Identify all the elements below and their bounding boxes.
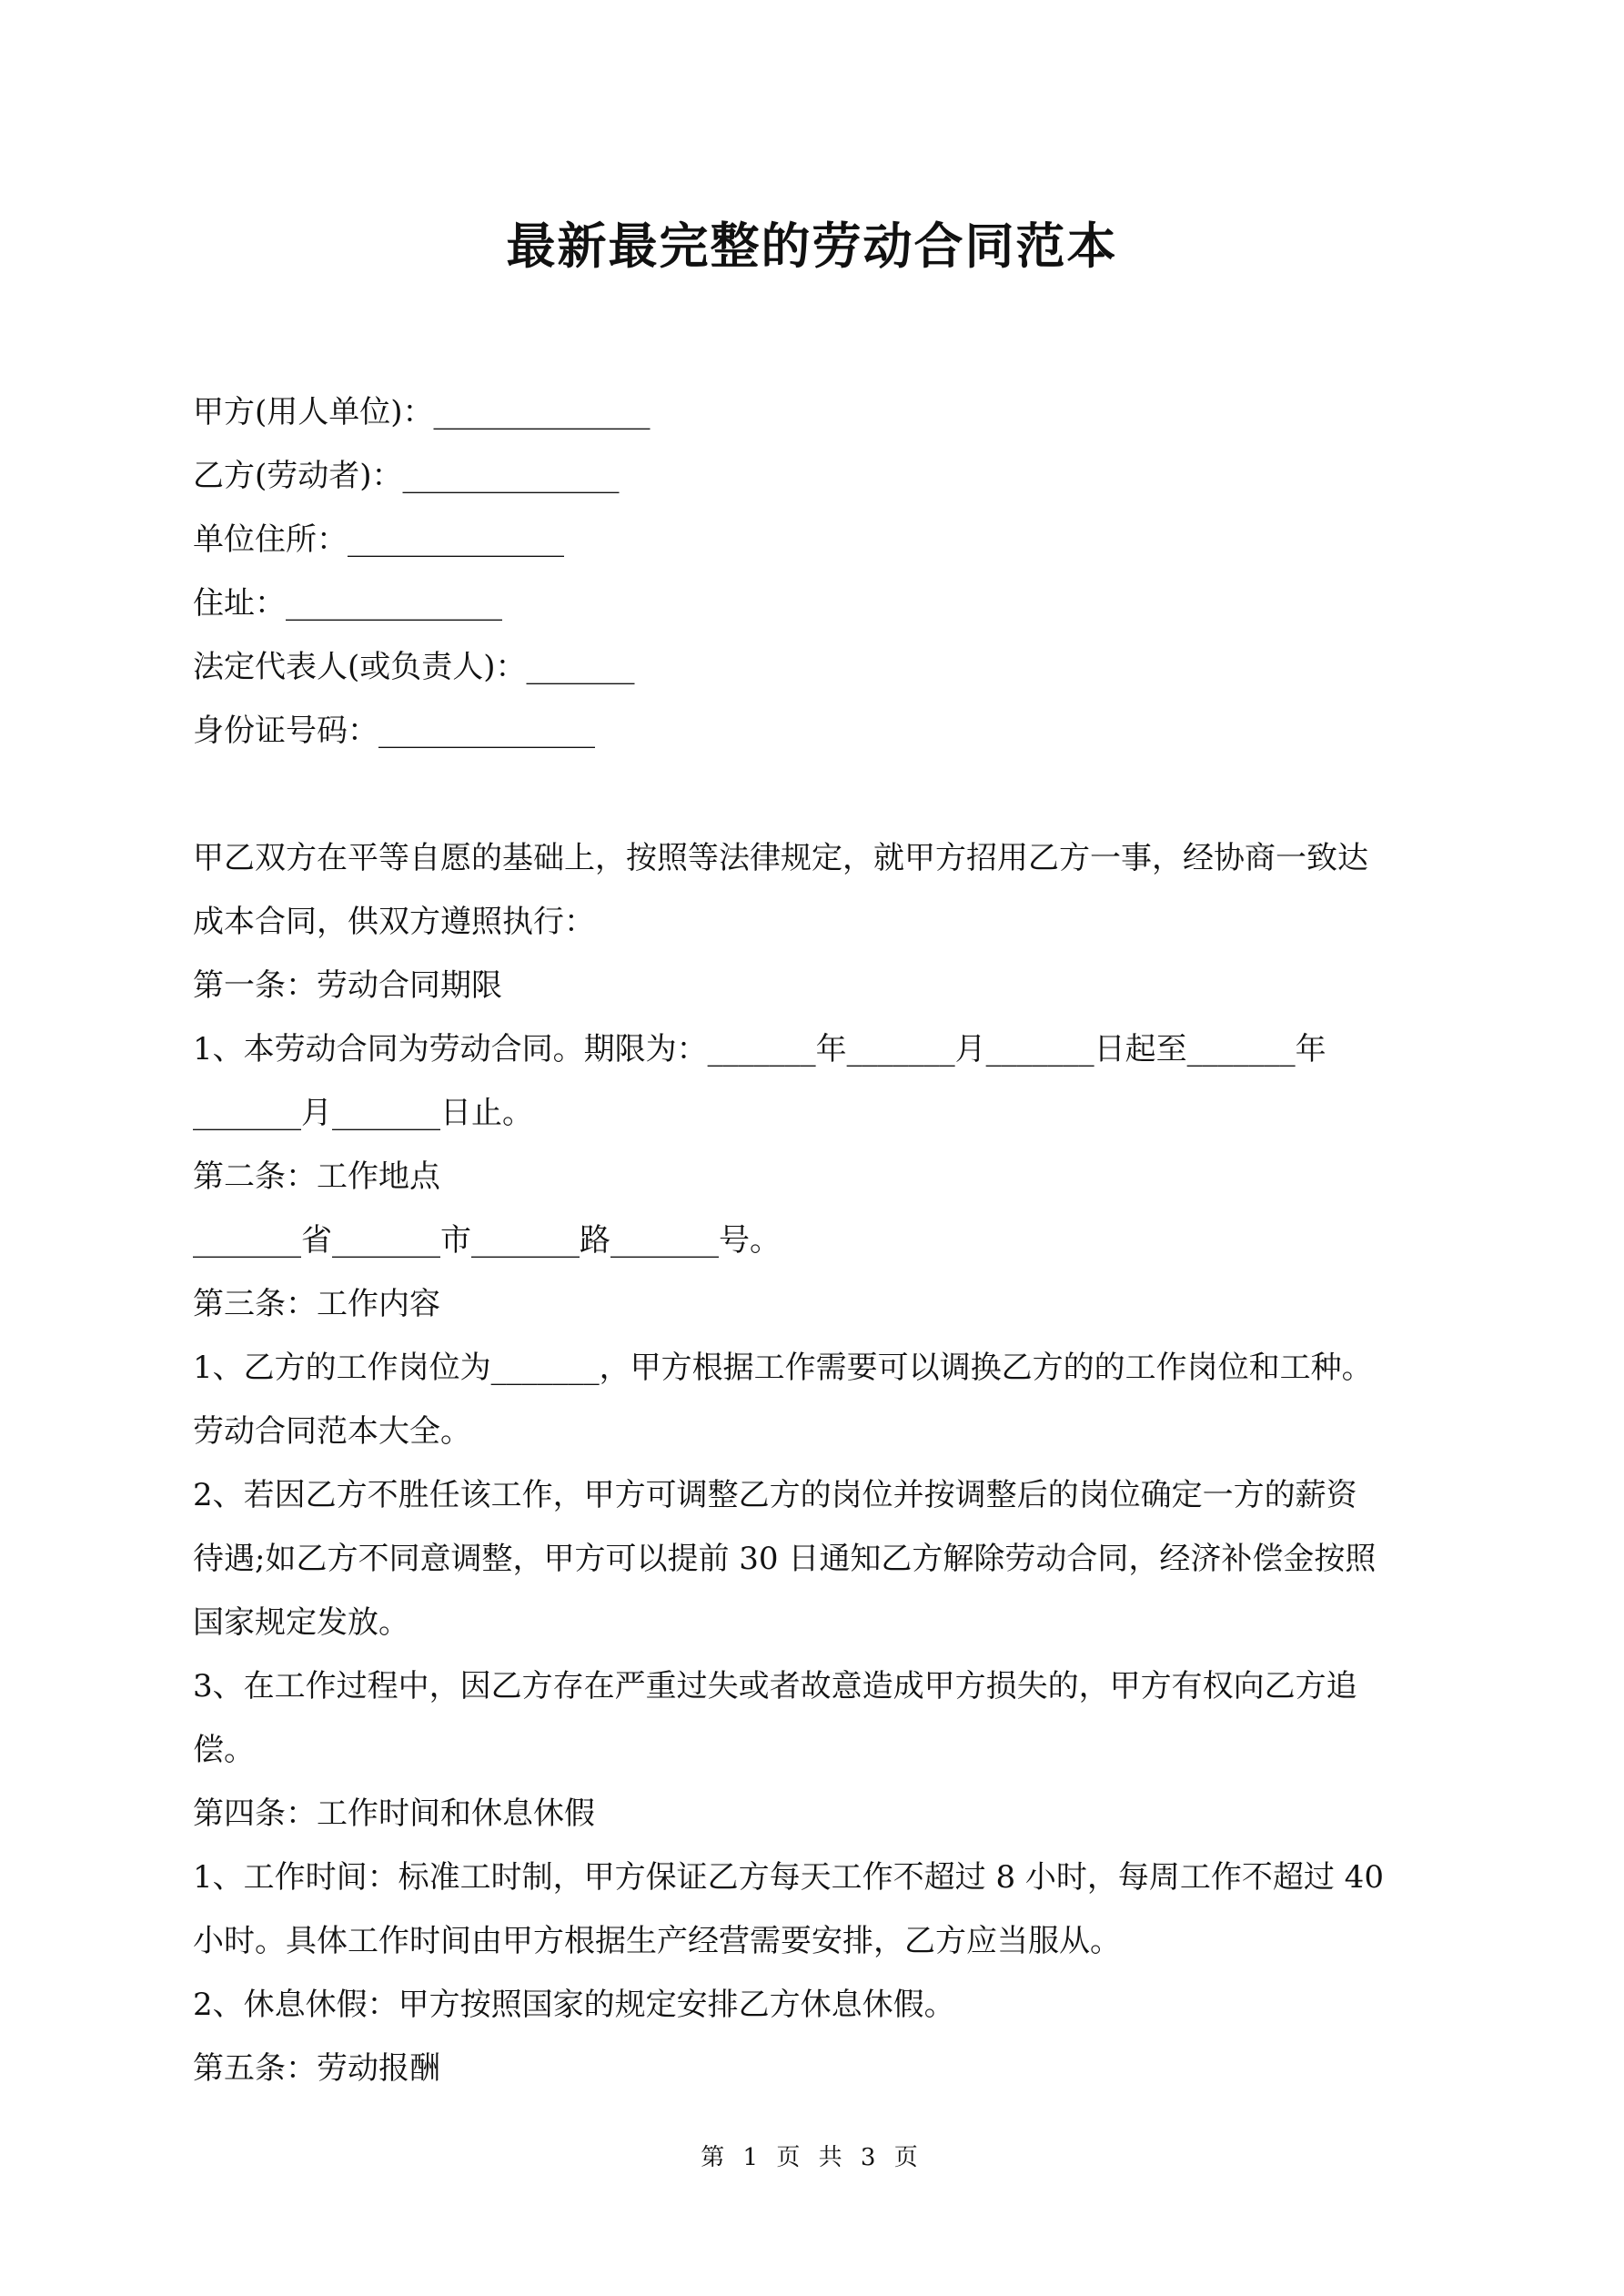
article-3-item-1-line-1: 1、乙方的工作岗位为_______，甲方根据工作需要可以调换乙方的的工作岗位和工种。 bbox=[193, 1350, 1373, 1386]
article-2-address-line: _______省_______市_______路_______号。 bbox=[193, 1222, 781, 1259]
field-employee: 乙方(劳动者)：______________ bbox=[193, 458, 620, 494]
field-legal-representative: 法定代表人(或负责人)：_______ bbox=[193, 649, 635, 685]
page-footer: 第 1 页 共 3 页 bbox=[701, 2144, 923, 2171]
article-1-heading: 第一条：劳动合同期限 bbox=[193, 967, 502, 1004]
article-1-item-1-line-1: 1、本劳动合同为劳动合同。期限为：_______年_______月_______日起至_______年 bbox=[193, 1031, 1326, 1067]
article-4-heading: 第四条：工作时间和休息休假 bbox=[193, 1795, 595, 1832]
field-home-address: 住址：______________ bbox=[193, 585, 502, 622]
field-employer: 甲方(用人单位)：______________ bbox=[193, 394, 651, 430]
article-4-item-1-line-1: 1、工作时间：标准工时制，甲方保证乙方每天工作不超过 8 小时，每周工作不超过 40 bbox=[193, 1859, 1384, 1896]
document-body bbox=[193, 380, 1439, 2100]
article-3-item-3-line-2: 偿。 bbox=[193, 1732, 255, 1768]
article-3-item-2-line-3: 国家规定发放。 bbox=[193, 1604, 409, 1641]
contract-clauses bbox=[193, 826, 1439, 2100]
field-company-address: 单位住所：______________ bbox=[193, 521, 564, 558]
intro-line-1: 甲乙双方在平等自愿的基础上，按照等法律规定，就甲方招用乙方一事，经协商一致达 bbox=[193, 840, 1368, 876]
field-id-number: 身份证号码：______________ bbox=[193, 713, 595, 749]
party-fields bbox=[193, 380, 1439, 763]
article-3-item-1-line-2: 劳动合同范本大全。 bbox=[193, 1413, 471, 1450]
article-3-item-2-line-2: 待遇;如乙方不同意调整，甲方可以提前 30 日通知乙方解除劳动合同，经济补偿金按照 bbox=[193, 1541, 1377, 1577]
intro-line-2: 成本合同，供双方遵照执行： bbox=[193, 904, 595, 940]
article-5-heading: 第五条：劳动报酬 bbox=[193, 2050, 440, 2087]
article-1-item-1-line-2: _______月_______日止。 bbox=[193, 1095, 533, 1131]
article-3-item-2-line-1: 2、若因乙方不胜任该工作，甲方可调整乙方的岗位并按调整后的岗位确定一方的薪资 bbox=[193, 1477, 1357, 1513]
article-4-item-1-line-2: 小时。具体工作时间由甲方根据生产经营需要安排，乙方应当服从。 bbox=[193, 1923, 1121, 1959]
article-3-heading: 第三条：工作内容 bbox=[193, 1286, 440, 1322]
article-3-item-3-line-1: 3、在工作过程中，因乙方存在严重过失或者故意造成甲方损失的，甲方有权向乙方追 bbox=[193, 1668, 1357, 1704]
section-spacer bbox=[193, 763, 1439, 826]
article-4-item-2: 2、休息休假：甲方按照国家的规定安排乙方休息休假。 bbox=[193, 1987, 955, 2023]
article-2-heading: 第二条：工作地点 bbox=[193, 1158, 440, 1195]
document-title: 最新最完整的劳动合同范本 bbox=[506, 217, 1118, 275]
